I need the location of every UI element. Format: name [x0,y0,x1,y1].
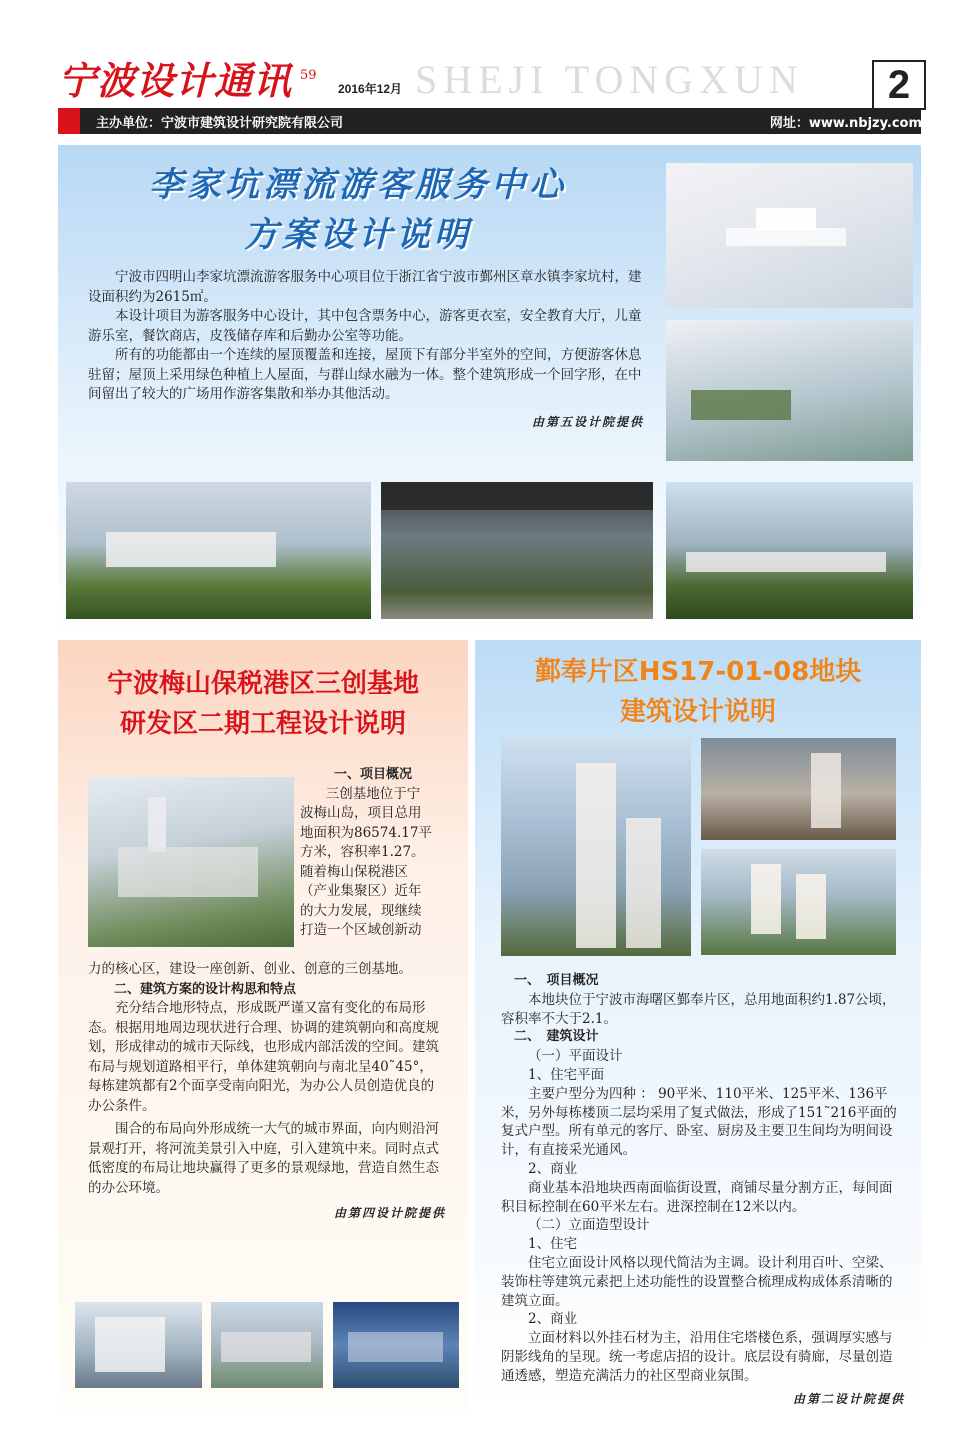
section2-intro-line: 打造一个区域创新动 [300,922,422,938]
visitor-center-aerial-render [666,163,913,308]
visitor-center-exterior-photo-3 [666,482,913,619]
section3-subheading: （一）平面设计 [528,1048,623,1065]
newspaper-logo: 宁波设计通讯 [58,59,293,103]
section3-title [475,652,921,732]
visitor-center-exterior-photo-2 [381,482,653,619]
section2-intro-line: 波梅山岛，项目总用 [300,805,422,821]
section2-intro-line: 的大力发展，现继续 [300,902,422,919]
section3-heading1: 一、 项目概况 [514,973,599,988]
section1-credit: 由第五设计院提供 [531,414,644,429]
header-bar-accent [58,108,80,134]
section1-paragraph: 本设计项目为游客服务中心设计，其中包含票务中心，游客更衣室，安全教育大厅，儿童游乐室，餐饮商店，皮筏储存库和后勤办公室等功能。 [88,308,642,344]
section3-title-line1: 鄞奉片区HS17-01-08地块 [534,657,862,687]
section1-title-line1: 李家坑漂流游客服务中心 [149,165,567,205]
section2-title-line2: 研发区二期工程设计说明 [119,709,406,739]
section3-paragraph: 立面材料以外挂石材为主，沿用住宅塔楼色系，强调厚实感与阴影线角的呈现。统一考虑店招的设计。底层设有骑廊，尽量创造通透感，塑造充满活力的社区型商业氛围。 [501,1330,893,1384]
yinfeng-aerial-render [701,849,896,955]
section2-paragraph: 充分结合地形特点，形成既严谨又富有变化的布局形态。根据用地周边现状进行合理、协调的建筑朝向和高度规划，形成律动的城市天际线，也形成内部活泼的空间。建筑布局与规划道路相平行，单体建筑朝向与南北呈40˜45°，每栋建筑都有2个面享受南向阳光，为办公人员创造优良的办公条件。 [88,1000,439,1114]
section2-intro-line: 随着梅山保税港区 [300,863,408,880]
section3-paragraph: 主要户型分为四种 ： 90平米、110平米、125平米、136平米，另外每栋楼顶二层均采用了复式做法，形成了151˜216平面的复式户型。所有单元的客厅、卧室、厨房及主要卫生间均为明间设计，有直接采光通风。 [501,1085,897,1159]
section3-item: 1、住宅平面 [528,1066,605,1083]
section3-credit: 由第二设计院提供 [792,1391,905,1406]
section2-heading1: 一、项目概况 [333,767,412,782]
section3-title-line2: 建筑设计说明 [619,697,776,727]
section2-heading2: 二、建筑方案的设计构思和特点 [114,981,297,997]
section2-intro-line: 三创基地位于宁 [325,785,421,802]
section2-body [88,960,446,1224]
meishan-render-3 [333,1302,459,1388]
section2-title-line1: 宁波梅山保税港区三创基地 [106,669,419,699]
section1-paragraph: 宁波市四明山李家坑漂流游客服务中心项目位于浙江省宁波市鄞州区章水镇李家坑村，建设面积约为2615㎡。 [88,269,642,305]
section2-title [58,664,468,744]
section1-body [88,268,644,432]
section3-item: 1、住宅 [528,1236,578,1253]
section3-item: 2、商业 [528,1160,578,1177]
section2-intro-line: 地面积为86574.17平 [300,824,432,841]
section2-intro [300,765,446,941]
issue-date: 2016年12月 [338,82,403,96]
section2-credit: 由第四设计院提供 [333,1206,446,1220]
meishan-aerial-render [88,777,294,947]
section3-body [501,972,905,1408]
yinfeng-street-render [701,738,896,840]
issue-number: 59 [300,68,317,83]
section3-item: 2、商业 [528,1311,578,1328]
yinfeng-tower-render [501,738,691,956]
visitor-center-courtyard-render [666,320,913,461]
section3-paragraph: 住宅立面设计风格以现代简洁为主调。设计利用百叶、空梁、装饰柱等建筑元素把上述功能性的设置整合梳理成构成体系清晰的建筑立面。 [501,1254,893,1309]
banner-english-title: SHEJI TONGXUN [415,57,804,102]
meishan-render-2 [211,1302,323,1388]
section1-title [58,160,658,260]
section2-intro-tail: 力的核心区，建设一座创新、创业、创意的三创基地。 [88,961,412,977]
meishan-render-1 [75,1302,202,1388]
section3-subheading: （二）立面造型设计 [528,1217,650,1234]
section2-intro-line: （产业集聚区）近年 [300,883,422,899]
visitor-center-exterior-photo-1 [66,482,371,619]
section1-title-line2: 方案设计说明 [244,215,472,255]
section3-paragraph: 本地块位于宁波市海曙区鄞奉片区，总用地面积约1.87公顷，容积率不大于2.1。 [501,991,896,1027]
section3-paragraph: 商业基本沿地块西南面临街设置，商铺尽量分割方正，每间面积目标控制在60平米左右。进深控制在12米以内。 [501,1179,893,1215]
page-number: 2 [872,60,926,110]
section1-paragraph: 所有的功能都由一个连续的屋顶覆盖和连接，屋顶下有部分半室外的空间，方便游客休息驻留；屋顶上采用绿色种植上人屋面，与群山绿水融为一体。整个建筑形成一个回字形，在中间留出了较大的广场用作游客集散和举办其他活动。 [88,347,642,402]
sponsor-text: 主办单位：宁波市建筑设计研究院有限公司 [96,116,344,131]
section3-heading2: 二、 建筑设计 [514,1029,599,1045]
website-link[interactable]: 网址：www.nbjzy.com [769,116,922,131]
section2-intro-line: 方米，容积率1.27。 [300,844,425,860]
section2-paragraph: 围合的布局向外形成统一大气的城市界面，向内则沿河景观打开，将河流美景引入中庭，引入建筑中来。同时点式低密度的布局让地块赢得了更多的景观绿地，营造自然生态的办公环境。 [88,1121,439,1196]
